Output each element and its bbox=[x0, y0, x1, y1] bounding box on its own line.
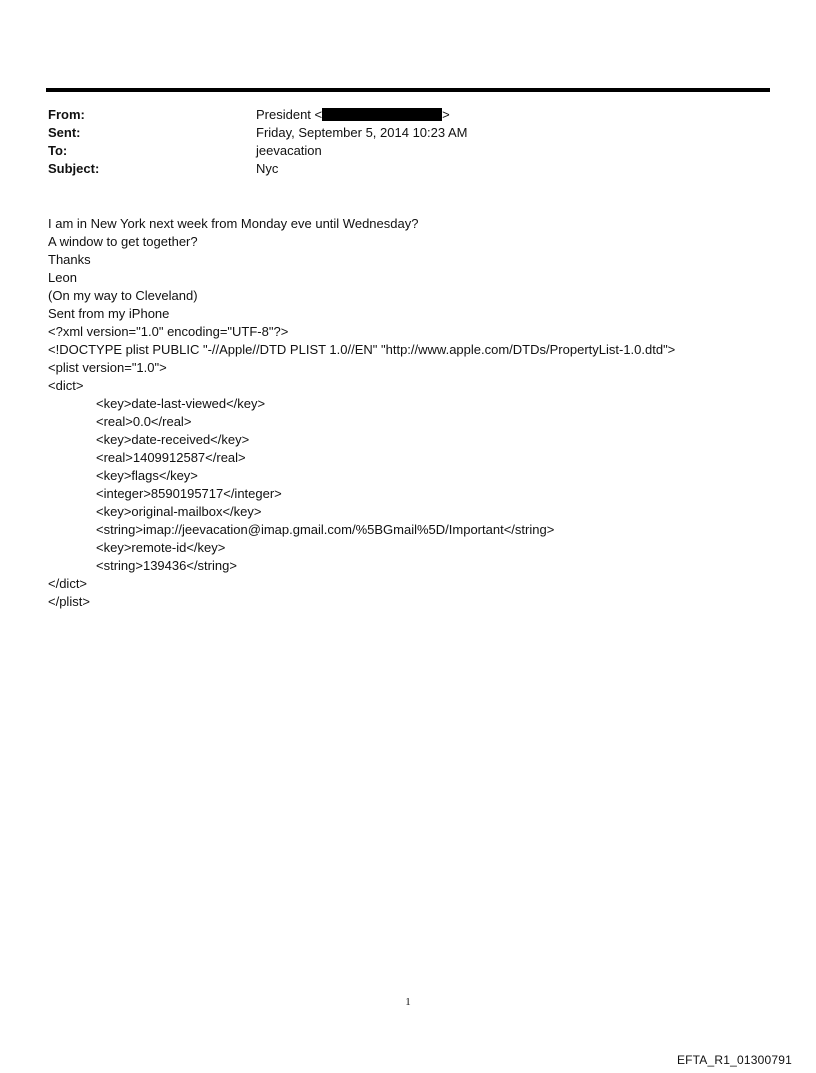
dict-line: <key>flags</key> bbox=[96, 468, 198, 483]
body-line: <?xml version="1.0" encoding="UTF-8"?> bbox=[48, 324, 289, 339]
closing-line: </plist> bbox=[48, 594, 90, 609]
dict-line: <key>original-mailbox</key> bbox=[96, 504, 262, 519]
dict-line: <string>139436</string> bbox=[96, 558, 237, 573]
body-line: <dict> bbox=[48, 378, 84, 393]
body-line: A window to get together? bbox=[48, 234, 198, 249]
dict-line: <key>date-last-viewed</key> bbox=[96, 396, 266, 411]
from-label: From: bbox=[48, 107, 85, 122]
closing-line: </dict> bbox=[48, 576, 88, 591]
dict-line: <real>0.0</real> bbox=[96, 414, 192, 429]
subject-label: Subject: bbox=[48, 161, 100, 176]
dict-line: <real>1409912587</real> bbox=[96, 450, 246, 465]
body-line: (On my way to Cleveland) bbox=[48, 288, 198, 303]
dict-line: <key>date-received</key> bbox=[96, 432, 250, 447]
bates-number: EFTA_R1_01300791 bbox=[676, 1053, 792, 1067]
body-line: Leon bbox=[48, 270, 77, 285]
from-close-bracket: > bbox=[442, 107, 450, 122]
to-value: jeevacation bbox=[256, 143, 322, 158]
page-number: 1 bbox=[405, 996, 411, 1008]
from-value bbox=[256, 106, 450, 124]
to-row bbox=[48, 142, 748, 160]
to-label: To: bbox=[48, 143, 68, 158]
from-name: President < bbox=[256, 107, 323, 122]
sent-label: Sent: bbox=[48, 125, 81, 140]
body-line: Sent from my iPhone bbox=[48, 306, 170, 321]
dict-line: <key>remote-id</key> bbox=[96, 540, 226, 555]
from-row bbox=[48, 106, 748, 124]
dict-line: <string>imap://jeevacation@imap.gmail.com/%5BGmail%5D/Important</string> bbox=[96, 522, 555, 537]
body-line: I am in New York next week from Monday eve until Wednesday? bbox=[48, 216, 419, 231]
body-line: Thanks bbox=[48, 252, 91, 267]
sent-row bbox=[48, 124, 748, 142]
subject-row bbox=[48, 160, 748, 178]
email-header bbox=[48, 106, 748, 178]
subject-value: Nyc bbox=[256, 161, 279, 176]
body-line: <!DOCTYPE plist PUBLIC "-//Apple//DTD PLIST 1.0//EN" "http://www.apple.com/DTDs/PropertyList-1.0.dtd"> bbox=[48, 342, 676, 357]
body-line: <plist version="1.0"> bbox=[48, 360, 167, 375]
redaction-block bbox=[322, 108, 442, 121]
dict-line: <integer>8590195717</integer> bbox=[96, 486, 282, 501]
header-divider bbox=[46, 88, 770, 92]
email-body bbox=[48, 215, 768, 611]
sent-value: Friday, September 5, 2014 10:23 AM bbox=[256, 125, 468, 140]
